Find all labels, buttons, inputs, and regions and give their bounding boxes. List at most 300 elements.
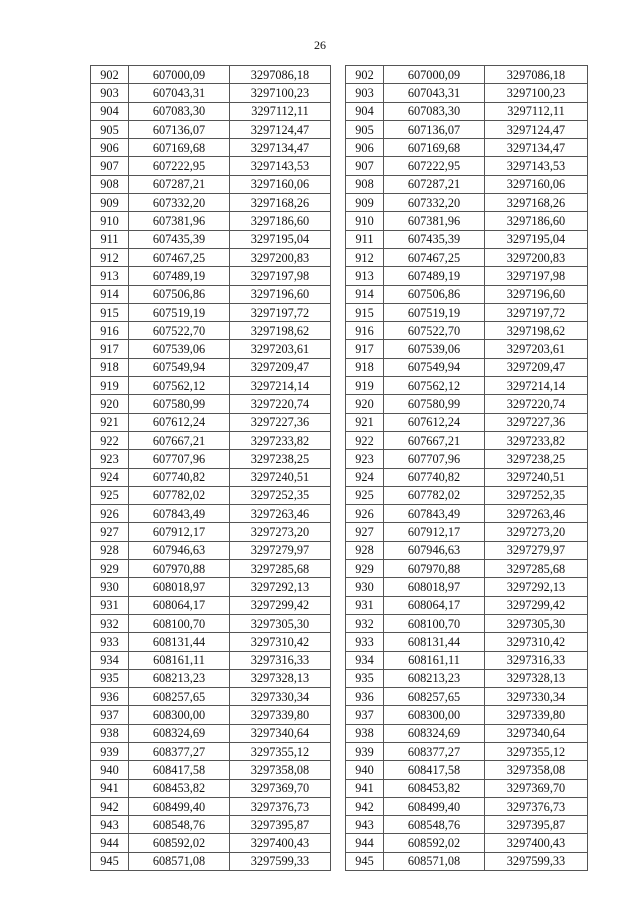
y-coordinate-cell: 3297273,20 xyxy=(230,523,331,541)
y-coordinate-cell: 3297310,42 xyxy=(485,633,588,651)
y-coordinate-cell: 3297305,30 xyxy=(230,614,331,632)
point-number-cell: 908 xyxy=(346,175,384,193)
y-coordinate-cell: 3297355,12 xyxy=(485,742,588,760)
point-number-cell: 902 xyxy=(91,66,129,84)
table-row xyxy=(346,450,588,468)
y-coordinate-cell: 3297214,14 xyxy=(230,377,331,395)
point-number-cell: 933 xyxy=(346,633,384,651)
y-coordinate-cell: 3297198,62 xyxy=(485,322,588,340)
y-coordinate-cell: 3297400,43 xyxy=(485,834,588,852)
x-coordinate-cell: 608018,97 xyxy=(384,578,485,596)
point-number-cell: 920 xyxy=(91,395,129,413)
y-coordinate-cell: 3297316,33 xyxy=(230,651,331,669)
point-number-cell: 930 xyxy=(91,578,129,596)
y-coordinate-cell: 3297358,08 xyxy=(485,761,588,779)
table-row xyxy=(346,468,588,486)
point-number-cell: 906 xyxy=(91,139,129,157)
x-coordinate-cell: 607912,17 xyxy=(129,523,230,541)
y-coordinate-cell: 3297328,13 xyxy=(485,669,588,687)
y-coordinate-cell: 3297086,18 xyxy=(485,66,588,84)
point-number-cell: 903 xyxy=(91,84,129,102)
coordinates-table-left xyxy=(90,65,331,871)
x-coordinate-cell: 608377,27 xyxy=(129,742,230,760)
point-number-cell: 945 xyxy=(346,852,384,870)
y-coordinate-cell: 3297195,04 xyxy=(230,230,331,248)
point-number-cell: 910 xyxy=(346,212,384,230)
y-coordinate-cell: 3297195,04 xyxy=(485,230,588,248)
x-coordinate-cell: 607782,02 xyxy=(129,486,230,504)
y-coordinate-cell: 3297203,61 xyxy=(230,340,331,358)
y-coordinate-cell: 3297292,13 xyxy=(485,578,588,596)
y-coordinate-cell: 3297197,72 xyxy=(485,303,588,321)
point-number-cell: 918 xyxy=(346,358,384,376)
y-coordinate-cell: 3297316,33 xyxy=(485,651,588,669)
y-coordinate-cell: 3297134,47 xyxy=(485,139,588,157)
coordinates-table-right xyxy=(345,65,588,871)
x-coordinate-cell: 607740,82 xyxy=(129,468,230,486)
x-coordinate-cell: 608592,02 xyxy=(384,834,485,852)
table-row xyxy=(91,267,331,285)
x-coordinate-cell: 608257,65 xyxy=(384,688,485,706)
table-row xyxy=(346,66,588,84)
y-coordinate-cell: 3297376,73 xyxy=(230,797,331,815)
point-number-cell: 921 xyxy=(91,413,129,431)
x-coordinate-cell: 608161,11 xyxy=(384,651,485,669)
x-coordinate-cell: 607539,06 xyxy=(129,340,230,358)
x-coordinate-cell: 607562,12 xyxy=(129,377,230,395)
y-coordinate-cell: 3297330,34 xyxy=(230,688,331,706)
table-row xyxy=(91,614,331,632)
y-coordinate-cell: 3297197,72 xyxy=(230,303,331,321)
table-row xyxy=(346,358,588,376)
table-row xyxy=(91,120,331,138)
point-number-cell: 902 xyxy=(346,66,384,84)
point-number-cell: 938 xyxy=(91,724,129,742)
y-coordinate-cell: 3297339,80 xyxy=(485,706,588,724)
point-number-cell: 905 xyxy=(346,120,384,138)
point-number-cell: 926 xyxy=(91,505,129,523)
y-coordinate-cell: 3297339,80 xyxy=(230,706,331,724)
point-number-cell: 924 xyxy=(346,468,384,486)
point-number-cell: 923 xyxy=(91,450,129,468)
table-row xyxy=(346,761,588,779)
point-number-cell: 923 xyxy=(346,450,384,468)
y-coordinate-cell: 3297160,06 xyxy=(485,175,588,193)
table-row xyxy=(91,688,331,706)
table-row xyxy=(91,523,331,541)
table-row xyxy=(346,267,588,285)
table-body xyxy=(346,66,588,871)
point-number-cell: 935 xyxy=(91,669,129,687)
y-coordinate-cell: 3297292,13 xyxy=(230,578,331,596)
point-number-cell: 942 xyxy=(346,797,384,815)
point-number-cell: 929 xyxy=(91,560,129,578)
y-coordinate-cell: 3297203,61 xyxy=(485,340,588,358)
table-row xyxy=(91,742,331,760)
y-coordinate-cell: 3297220,74 xyxy=(485,395,588,413)
point-number-cell: 932 xyxy=(346,614,384,632)
x-coordinate-cell: 608571,08 xyxy=(384,852,485,870)
y-coordinate-cell: 3297198,62 xyxy=(230,322,331,340)
point-number-cell: 903 xyxy=(346,84,384,102)
point-number-cell: 921 xyxy=(346,413,384,431)
x-coordinate-cell: 607222,95 xyxy=(384,157,485,175)
point-number-cell: 934 xyxy=(346,651,384,669)
y-coordinate-cell: 3297299,42 xyxy=(485,596,588,614)
table-row xyxy=(346,779,588,797)
x-coordinate-cell: 607946,63 xyxy=(129,541,230,559)
point-number-cell: 916 xyxy=(346,322,384,340)
table-row xyxy=(346,688,588,706)
x-coordinate-cell: 607580,99 xyxy=(384,395,485,413)
point-number-cell: 905 xyxy=(91,120,129,138)
y-coordinate-cell: 3297395,87 xyxy=(230,816,331,834)
y-coordinate-cell: 3297214,14 xyxy=(485,377,588,395)
y-coordinate-cell: 3297186,60 xyxy=(230,212,331,230)
x-coordinate-cell: 607946,63 xyxy=(384,541,485,559)
x-coordinate-cell: 607522,70 xyxy=(129,322,230,340)
y-coordinate-cell: 3297599,33 xyxy=(230,852,331,870)
table-row xyxy=(346,285,588,303)
point-number-cell: 927 xyxy=(91,523,129,541)
y-coordinate-cell: 3297100,23 xyxy=(230,84,331,102)
table-row xyxy=(91,139,331,157)
table-row xyxy=(91,431,331,449)
x-coordinate-cell: 607136,07 xyxy=(129,120,230,138)
x-coordinate-cell: 607043,31 xyxy=(129,84,230,102)
x-coordinate-cell: 607222,95 xyxy=(129,157,230,175)
x-coordinate-cell: 607549,94 xyxy=(384,358,485,376)
table-row xyxy=(91,102,331,120)
table-row xyxy=(91,706,331,724)
table-row xyxy=(346,742,588,760)
table-row xyxy=(91,541,331,559)
table-row xyxy=(91,596,331,614)
point-number-cell: 911 xyxy=(346,230,384,248)
y-coordinate-cell: 3297279,97 xyxy=(230,541,331,559)
point-number-cell: 926 xyxy=(346,505,384,523)
table-row xyxy=(91,66,331,84)
table-row xyxy=(91,285,331,303)
x-coordinate-cell: 608064,17 xyxy=(384,596,485,614)
table-row xyxy=(346,706,588,724)
x-coordinate-cell: 607467,25 xyxy=(384,248,485,266)
y-coordinate-cell: 3297305,30 xyxy=(485,614,588,632)
x-coordinate-cell: 607381,96 xyxy=(384,212,485,230)
y-coordinate-cell: 3297200,83 xyxy=(485,248,588,266)
point-number-cell: 932 xyxy=(91,614,129,632)
table-row xyxy=(346,633,588,651)
table-row xyxy=(91,761,331,779)
y-coordinate-cell: 3297340,64 xyxy=(485,724,588,742)
point-number-cell: 943 xyxy=(346,816,384,834)
table-row xyxy=(91,578,331,596)
table-row xyxy=(346,175,588,193)
y-coordinate-cell: 3297310,42 xyxy=(230,633,331,651)
table-row xyxy=(91,358,331,376)
table-row xyxy=(91,395,331,413)
x-coordinate-cell: 607435,39 xyxy=(384,230,485,248)
point-number-cell: 925 xyxy=(346,486,384,504)
table-row xyxy=(91,322,331,340)
y-coordinate-cell: 3297279,97 xyxy=(485,541,588,559)
y-coordinate-cell: 3297086,18 xyxy=(230,66,331,84)
y-coordinate-cell: 3297196,60 xyxy=(230,285,331,303)
point-number-cell: 908 xyxy=(91,175,129,193)
table-row xyxy=(346,816,588,834)
table-row xyxy=(91,248,331,266)
table-row xyxy=(91,505,331,523)
table-row xyxy=(346,340,588,358)
table-row xyxy=(91,377,331,395)
y-coordinate-cell: 3297168,26 xyxy=(230,194,331,212)
table-row xyxy=(91,633,331,651)
y-coordinate-cell: 3297263,46 xyxy=(485,505,588,523)
table-row xyxy=(346,413,588,431)
x-coordinate-cell: 608548,76 xyxy=(384,816,485,834)
x-coordinate-cell: 608100,70 xyxy=(384,614,485,632)
y-coordinate-cell: 3297330,34 xyxy=(485,688,588,706)
point-number-cell: 931 xyxy=(91,596,129,614)
table-row xyxy=(91,852,331,870)
table-row xyxy=(91,468,331,486)
table-row xyxy=(91,230,331,248)
y-coordinate-cell: 3297273,20 xyxy=(485,523,588,541)
y-coordinate-cell: 3297238,25 xyxy=(230,450,331,468)
x-coordinate-cell: 608499,40 xyxy=(384,797,485,815)
point-number-cell: 936 xyxy=(346,688,384,706)
point-number-cell: 922 xyxy=(91,431,129,449)
point-number-cell: 937 xyxy=(346,706,384,724)
x-coordinate-cell: 607782,02 xyxy=(384,486,485,504)
table-row xyxy=(346,834,588,852)
table-row xyxy=(346,486,588,504)
x-coordinate-cell: 607381,96 xyxy=(129,212,230,230)
table-row xyxy=(346,852,588,870)
table-row xyxy=(346,541,588,559)
table-row xyxy=(91,724,331,742)
x-coordinate-cell: 607287,21 xyxy=(384,175,485,193)
x-coordinate-cell: 607169,68 xyxy=(129,139,230,157)
point-number-cell: 930 xyxy=(346,578,384,596)
table-row xyxy=(346,614,588,632)
x-coordinate-cell: 608018,97 xyxy=(129,578,230,596)
table-row xyxy=(91,340,331,358)
point-number-cell: 909 xyxy=(91,194,129,212)
y-coordinate-cell: 3297240,51 xyxy=(230,468,331,486)
table-row xyxy=(346,431,588,449)
x-coordinate-cell: 607562,12 xyxy=(384,377,485,395)
table-row xyxy=(91,486,331,504)
point-number-cell: 933 xyxy=(91,633,129,651)
point-number-cell: 942 xyxy=(91,797,129,815)
point-number-cell: 919 xyxy=(91,377,129,395)
table-row xyxy=(91,560,331,578)
point-number-cell: 944 xyxy=(91,834,129,852)
point-number-cell: 919 xyxy=(346,377,384,395)
table-row xyxy=(91,303,331,321)
point-number-cell: 904 xyxy=(346,102,384,120)
point-number-cell: 929 xyxy=(346,560,384,578)
point-number-cell: 912 xyxy=(346,248,384,266)
y-coordinate-cell: 3297112,11 xyxy=(485,102,588,120)
y-coordinate-cell: 3297200,83 xyxy=(230,248,331,266)
table-row xyxy=(91,669,331,687)
y-coordinate-cell: 3297197,98 xyxy=(230,267,331,285)
x-coordinate-cell: 607740,82 xyxy=(384,468,485,486)
x-coordinate-cell: 607843,49 xyxy=(129,505,230,523)
y-coordinate-cell: 3297186,60 xyxy=(485,212,588,230)
table-row xyxy=(346,578,588,596)
point-number-cell: 911 xyxy=(91,230,129,248)
y-coordinate-cell: 3297233,82 xyxy=(230,431,331,449)
point-number-cell: 909 xyxy=(346,194,384,212)
x-coordinate-cell: 608131,44 xyxy=(129,633,230,651)
x-coordinate-cell: 607506,86 xyxy=(129,285,230,303)
point-number-cell: 924 xyxy=(91,468,129,486)
y-coordinate-cell: 3297358,08 xyxy=(230,761,331,779)
x-coordinate-cell: 607083,30 xyxy=(129,102,230,120)
y-coordinate-cell: 3297369,70 xyxy=(230,779,331,797)
x-coordinate-cell: 608257,65 xyxy=(129,688,230,706)
y-coordinate-cell: 3297112,11 xyxy=(230,102,331,120)
x-coordinate-cell: 608417,58 xyxy=(129,761,230,779)
table-row xyxy=(91,816,331,834)
table-row xyxy=(346,322,588,340)
point-number-cell: 945 xyxy=(91,852,129,870)
x-coordinate-cell: 608417,58 xyxy=(384,761,485,779)
table-row xyxy=(91,212,331,230)
point-number-cell: 931 xyxy=(346,596,384,614)
point-number-cell: 915 xyxy=(346,303,384,321)
y-coordinate-cell: 3297233,82 xyxy=(485,431,588,449)
y-coordinate-cell: 3297227,36 xyxy=(230,413,331,431)
point-number-cell: 914 xyxy=(346,285,384,303)
table-row xyxy=(346,523,588,541)
y-coordinate-cell: 3297299,42 xyxy=(230,596,331,614)
x-coordinate-cell: 607000,09 xyxy=(129,66,230,84)
x-coordinate-cell: 607843,49 xyxy=(384,505,485,523)
point-number-cell: 914 xyxy=(91,285,129,303)
table-row xyxy=(91,413,331,431)
x-coordinate-cell: 607539,06 xyxy=(384,340,485,358)
point-number-cell: 928 xyxy=(91,541,129,559)
table-row xyxy=(346,303,588,321)
x-coordinate-cell: 607667,21 xyxy=(129,431,230,449)
point-number-cell: 912 xyxy=(91,248,129,266)
x-coordinate-cell: 608571,08 xyxy=(129,852,230,870)
x-coordinate-cell: 607707,96 xyxy=(129,450,230,468)
table-row xyxy=(346,157,588,175)
table-row xyxy=(346,560,588,578)
x-coordinate-cell: 607435,39 xyxy=(129,230,230,248)
point-number-cell: 940 xyxy=(346,761,384,779)
point-number-cell: 918 xyxy=(91,358,129,376)
point-number-cell: 906 xyxy=(346,139,384,157)
point-number-cell: 928 xyxy=(346,541,384,559)
x-coordinate-cell: 607287,21 xyxy=(129,175,230,193)
table-row xyxy=(346,230,588,248)
x-coordinate-cell: 607912,17 xyxy=(384,523,485,541)
table-body xyxy=(91,66,331,871)
table-row xyxy=(346,120,588,138)
table-row xyxy=(346,194,588,212)
point-number-cell: 922 xyxy=(346,431,384,449)
table-row xyxy=(346,651,588,669)
x-coordinate-cell: 608131,44 xyxy=(384,633,485,651)
x-coordinate-cell: 607169,68 xyxy=(384,139,485,157)
x-coordinate-cell: 607970,88 xyxy=(384,560,485,578)
y-coordinate-cell: 3297209,47 xyxy=(230,358,331,376)
x-coordinate-cell: 607522,70 xyxy=(384,322,485,340)
table-row xyxy=(346,84,588,102)
table-row xyxy=(346,395,588,413)
point-number-cell: 904 xyxy=(91,102,129,120)
x-coordinate-cell: 608300,00 xyxy=(384,706,485,724)
y-coordinate-cell: 3297168,26 xyxy=(485,194,588,212)
table-row xyxy=(346,669,588,687)
x-coordinate-cell: 607332,20 xyxy=(129,194,230,212)
point-number-cell: 927 xyxy=(346,523,384,541)
y-coordinate-cell: 3297220,74 xyxy=(230,395,331,413)
y-coordinate-cell: 3297238,25 xyxy=(485,450,588,468)
x-coordinate-cell: 608377,27 xyxy=(384,742,485,760)
x-coordinate-cell: 608453,82 xyxy=(129,779,230,797)
table-row xyxy=(91,175,331,193)
point-number-cell: 907 xyxy=(91,157,129,175)
table-row xyxy=(91,779,331,797)
page-number: 26 xyxy=(314,38,326,52)
point-number-cell: 917 xyxy=(91,340,129,358)
y-coordinate-cell: 3297160,06 xyxy=(230,175,331,193)
y-coordinate-cell: 3297240,51 xyxy=(485,468,588,486)
x-coordinate-cell: 608453,82 xyxy=(384,779,485,797)
x-coordinate-cell: 608324,69 xyxy=(384,724,485,742)
x-coordinate-cell: 608213,23 xyxy=(129,669,230,687)
y-coordinate-cell: 3297124,47 xyxy=(485,120,588,138)
y-coordinate-cell: 3297395,87 xyxy=(485,816,588,834)
x-coordinate-cell: 607519,19 xyxy=(129,303,230,321)
y-coordinate-cell: 3297285,68 xyxy=(230,560,331,578)
point-number-cell: 917 xyxy=(346,340,384,358)
y-coordinate-cell: 3297143,53 xyxy=(230,157,331,175)
x-coordinate-cell: 607580,99 xyxy=(129,395,230,413)
point-number-cell: 944 xyxy=(346,834,384,852)
point-number-cell: 934 xyxy=(91,651,129,669)
table-row xyxy=(346,505,588,523)
table-row xyxy=(91,450,331,468)
point-number-cell: 913 xyxy=(346,267,384,285)
x-coordinate-cell: 607489,19 xyxy=(129,267,230,285)
y-coordinate-cell: 3297369,70 xyxy=(485,779,588,797)
x-coordinate-cell: 607083,30 xyxy=(384,102,485,120)
point-number-cell: 939 xyxy=(346,742,384,760)
y-coordinate-cell: 3297376,73 xyxy=(485,797,588,815)
x-coordinate-cell: 607043,31 xyxy=(384,84,485,102)
y-coordinate-cell: 3297400,43 xyxy=(230,834,331,852)
x-coordinate-cell: 607506,86 xyxy=(384,285,485,303)
y-coordinate-cell: 3297252,35 xyxy=(485,486,588,504)
y-coordinate-cell: 3297227,36 xyxy=(485,413,588,431)
x-coordinate-cell: 607136,07 xyxy=(384,120,485,138)
x-coordinate-cell: 607612,24 xyxy=(129,413,230,431)
x-coordinate-cell: 608324,69 xyxy=(129,724,230,742)
y-coordinate-cell: 3297328,13 xyxy=(230,669,331,687)
table-row xyxy=(346,139,588,157)
x-coordinate-cell: 607970,88 xyxy=(129,560,230,578)
table-row xyxy=(346,102,588,120)
y-coordinate-cell: 3297285,68 xyxy=(485,560,588,578)
